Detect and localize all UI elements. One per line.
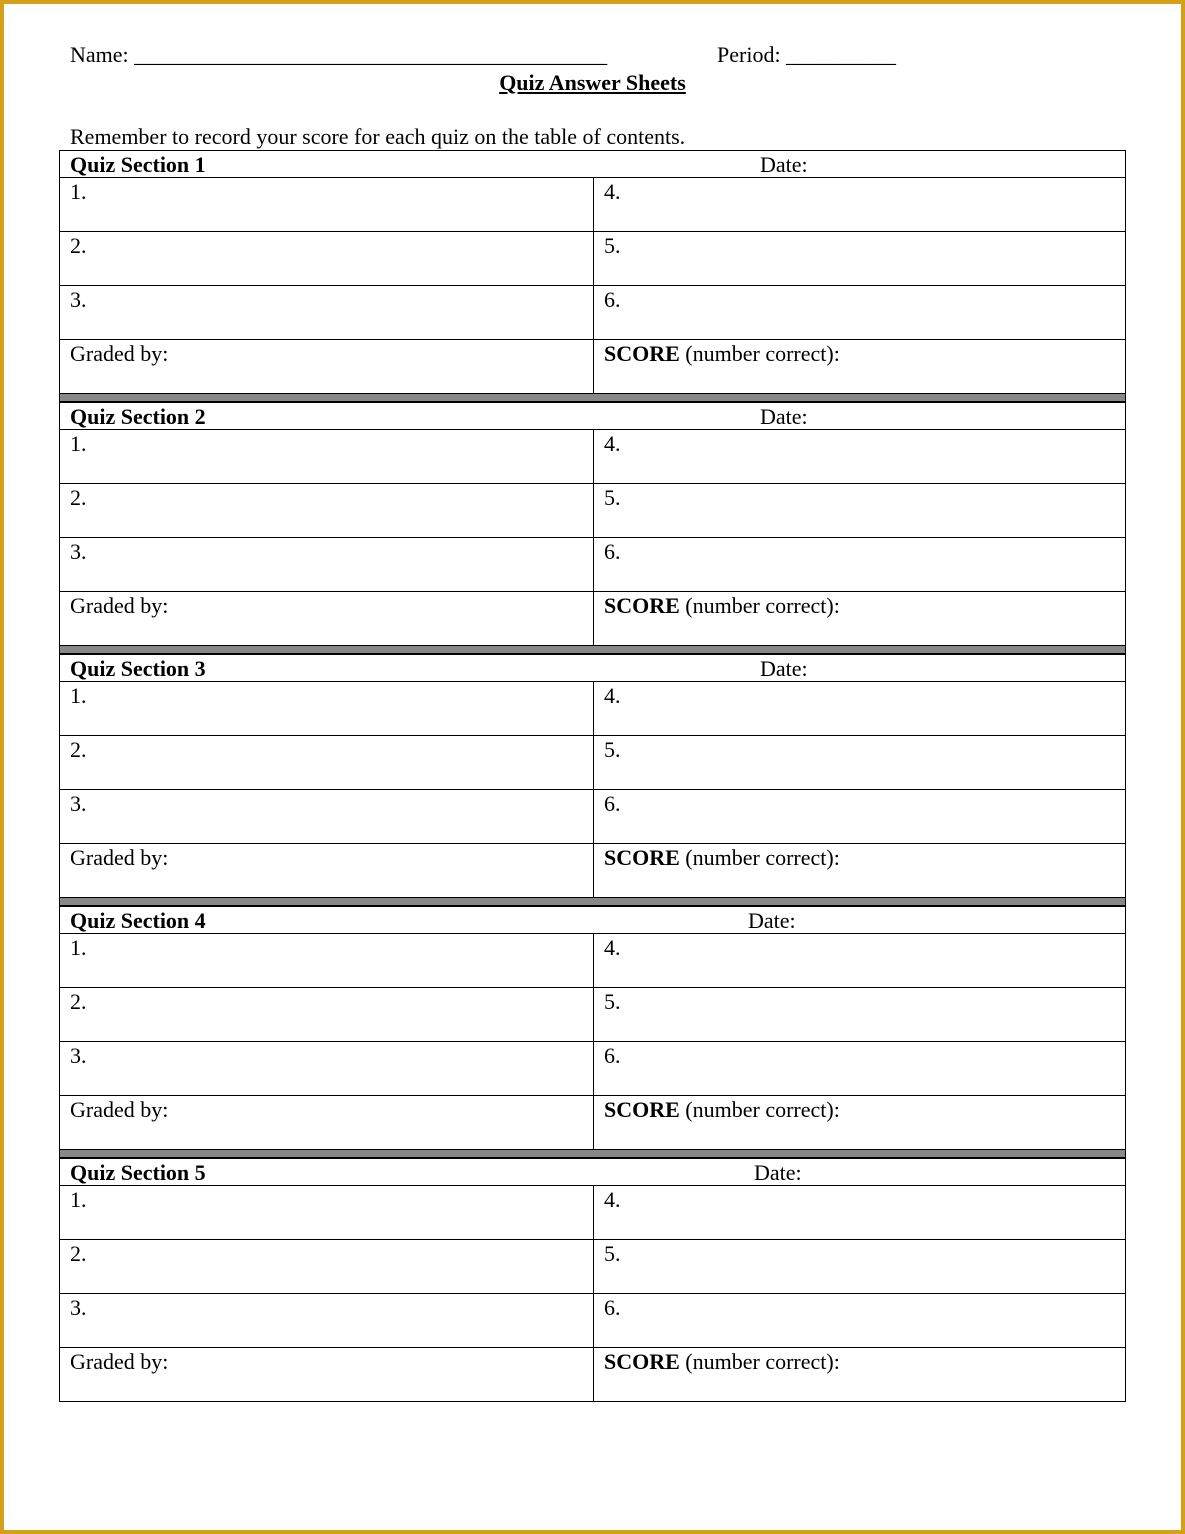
answer-cell-2[interactable]: 2.: [60, 1240, 594, 1294]
answer-grid: [59, 177, 1126, 394]
section-divider: [59, 646, 1126, 654]
name-field: Name: ___________________________________________: [70, 42, 608, 67]
section-header: [59, 402, 1126, 429]
section-title: Quiz Section 1: [70, 152, 206, 177]
answer-cell-5[interactable]: 5.: [594, 736, 1126, 790]
section-divider: [59, 1150, 1126, 1158]
section-title: Quiz Section 3: [70, 656, 206, 681]
score-label: SCORE: [604, 1097, 680, 1122]
date-label: Date:: [760, 656, 808, 681]
answer-cell-2[interactable]: 2.: [60, 988, 594, 1042]
answer-cell-6[interactable]: 6.: [594, 1294, 1126, 1348]
section-header: [59, 654, 1126, 681]
score-label: SCORE: [604, 593, 680, 618]
answer-cell-3[interactable]: 3.: [60, 538, 594, 592]
answer-cell-5[interactable]: 5.: [594, 232, 1126, 286]
score-label: SCORE: [604, 1349, 680, 1374]
answer-cell-5[interactable]: 5.: [594, 988, 1126, 1042]
answer-grid: [59, 681, 1126, 898]
answer-cell-1[interactable]: 1.: [60, 934, 594, 988]
section-title: Quiz Section 5: [70, 1160, 206, 1185]
section-divider: [59, 898, 1126, 906]
answer-cell-3[interactable]: 3.: [60, 286, 594, 340]
score-label-rest: (number correct):: [679, 1349, 840, 1374]
score-cell[interactable]: [594, 592, 1126, 646]
graded-by-cell[interactable]: Graded by:: [60, 340, 594, 394]
answer-cell-2[interactable]: 2.: [60, 736, 594, 790]
answer-grid: [59, 933, 1126, 1150]
graded-by-cell[interactable]: Graded by:: [60, 1096, 594, 1150]
score-cell[interactable]: [594, 1096, 1126, 1150]
answer-cell-6[interactable]: 6.: [594, 1042, 1126, 1096]
answer-cell-6[interactable]: 6.: [594, 286, 1126, 340]
answer-cell-6[interactable]: 6.: [594, 790, 1126, 844]
score-label-rest: (number correct):: [679, 845, 840, 870]
graded-by-cell[interactable]: Graded by:: [60, 844, 594, 898]
date-label: Date:: [760, 404, 808, 429]
score-cell[interactable]: [594, 340, 1126, 394]
answer-cell-5[interactable]: 5.: [594, 1240, 1126, 1294]
answer-cell-4[interactable]: 4.: [594, 430, 1126, 484]
section-header: [59, 150, 1126, 177]
quiz-section-5: [59, 1158, 1126, 1402]
answer-cell-4[interactable]: 4.: [594, 682, 1126, 736]
answer-cell-4[interactable]: 4.: [594, 934, 1126, 988]
section-divider: [59, 394, 1126, 402]
quiz-section-4: [59, 906, 1126, 1158]
answer-grid: [59, 429, 1126, 646]
quiz-section-1: [59, 150, 1126, 402]
answer-cell-4[interactable]: 4.: [594, 178, 1126, 232]
score-label: SCORE: [604, 845, 680, 870]
answer-cell-4[interactable]: 4.: [594, 1186, 1126, 1240]
graded-by-cell[interactable]: Graded by:: [60, 1348, 594, 1402]
score-label-rest: (number correct):: [679, 341, 840, 366]
score-label-rest: (number correct):: [679, 1097, 840, 1122]
answer-cell-1[interactable]: 1.: [60, 178, 594, 232]
answer-cell-1[interactable]: 1.: [60, 1186, 594, 1240]
answer-grid: [59, 1185, 1126, 1402]
period-field: Period: __________: [717, 42, 897, 67]
quiz-sheet: [59, 150, 1126, 1402]
graded-by-cell[interactable]: Graded by:: [60, 592, 594, 646]
answer-cell-1[interactable]: 1.: [60, 682, 594, 736]
answer-cell-5[interactable]: 5.: [594, 484, 1126, 538]
instructions-text: Remember to record your score for each quiz on the table of contents.: [70, 124, 686, 149]
answer-cell-2[interactable]: 2.: [60, 232, 594, 286]
section-header: [59, 906, 1126, 933]
quiz-section-3: [59, 654, 1126, 906]
date-label: Date:: [760, 152, 808, 177]
answer-cell-3[interactable]: 3.: [60, 1042, 594, 1096]
section-title: Quiz Section 2: [70, 404, 206, 429]
score-cell[interactable]: [594, 1348, 1126, 1402]
answer-cell-1[interactable]: 1.: [60, 430, 594, 484]
quiz-section-2: [59, 402, 1126, 654]
score-label: SCORE: [604, 341, 680, 366]
date-label: Date:: [754, 1160, 802, 1185]
section-header: [59, 1158, 1126, 1185]
answer-cell-2[interactable]: 2.: [60, 484, 594, 538]
date-label: Date:: [748, 908, 796, 933]
score-label-rest: (number correct):: [679, 593, 840, 618]
section-title: Quiz Section 4: [70, 908, 206, 933]
answer-cell-3[interactable]: 3.: [60, 1294, 594, 1348]
score-cell[interactable]: [594, 844, 1126, 898]
answer-cell-6[interactable]: 6.: [594, 538, 1126, 592]
page-title: Quiz Answer Sheets: [499, 70, 686, 95]
answer-cell-3[interactable]: 3.: [60, 790, 594, 844]
